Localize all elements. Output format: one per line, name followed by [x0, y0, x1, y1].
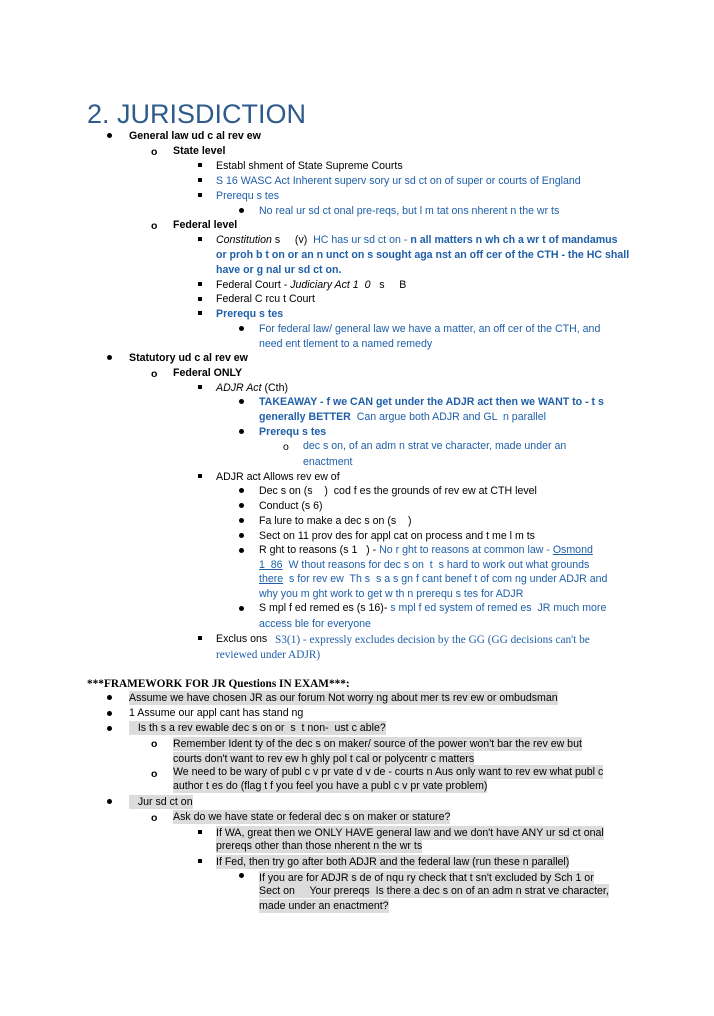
text-line: S 16 WASC Act Inherent superv sory ur sd ct on of super or courts of England — [216, 175, 581, 187]
framework-heading: ***FRAMEWORK FOR JR Questions IN EXAM***: — [87, 678, 350, 690]
heading-statutory: Statutory ud c al rev ew — [129, 352, 248, 364]
text-run: s for rev ew Th s s a s gn f cant benef t of com ng under ADJR and — [283, 573, 608, 585]
page-title: 2. JURISDICTION — [87, 99, 307, 129]
bullet-dot — [239, 208, 244, 213]
text-run: Can argue both ADJR and GL n parallel — [350, 411, 546, 423]
text-run: ADJR Act — [216, 382, 262, 394]
text-line — [259, 543, 593, 557]
bullet-o: o — [151, 368, 158, 380]
highlighted-line: Ask do we have state or federal dec s on maker or stature? — [173, 811, 451, 823]
text-run: Federal Court - — [216, 279, 291, 291]
highlighted-line: made under an enactment? — [259, 900, 389, 912]
text-line: why you m ght work to get w th n prerequ s tes for ADJR — [259, 588, 524, 600]
text-run: s (v) — [271, 234, 314, 246]
text-line: access ble for everyone — [259, 618, 371, 630]
text-line — [259, 572, 607, 586]
text-line: Prerequ s tes — [259, 426, 327, 438]
bullet-dot — [239, 488, 244, 493]
text-line — [259, 558, 589, 572]
highlighted-line: Assume we have chosen JR as our forum Not worry ng about mer ts rev ew or ombudsman — [129, 692, 558, 704]
bullet-square — [198, 297, 202, 301]
text-line — [259, 410, 546, 424]
bullet-dot — [107, 726, 112, 731]
text-run: s mpl f ed system of remed es JR much more — [390, 602, 607, 614]
bullet-dot — [107, 133, 112, 138]
bullet-square — [198, 859, 202, 863]
bullet-o: o — [151, 146, 158, 158]
text-line: Establ shment of State Supreme Courts — [216, 160, 403, 172]
case-link-osmond[interactable]: Osmond — [552, 544, 593, 556]
bullet-dot — [239, 399, 244, 404]
heading-general-law: General law ud c al rev ew — [129, 130, 261, 142]
text-line — [216, 278, 406, 292]
highlighted-line: prereqs other than those nherent n the wr ts — [216, 840, 423, 852]
text-line: Fa lure to make a dec s on (s ) — [259, 515, 412, 527]
bullet-dot — [239, 429, 244, 434]
text-line: For federal law/ general law we have a matter, an off cer of the CTH, and — [259, 323, 601, 335]
bullet-dot — [239, 606, 244, 611]
bullet-square — [198, 474, 202, 478]
bullet-dot — [107, 355, 112, 360]
bullet-o: o — [151, 738, 158, 750]
text-run: HC has ur sd ct on - — [313, 234, 411, 246]
text-run: W thout reasons for dec s on t s hard to work out what grounds — [282, 559, 590, 571]
bullet-dot — [107, 711, 112, 716]
subheading-federal-level: Federal level — [173, 219, 238, 231]
text-line: or proh b t on or an n unct on s sought aga nst an off cer of the CTH - the HC shall — [216, 249, 630, 261]
text-run: S mpl f ed remed es (s 16)- — [259, 602, 391, 614]
highlighted-line: Jur sd ct on — [129, 796, 193, 808]
text-run: R ght to reasons (s 1 ) - — [259, 544, 380, 556]
text-line: Federal C rcu t Court — [216, 293, 315, 305]
text-line: S3(1) - expressly excludes decision by the GG (GG decisions can't be — [275, 634, 590, 646]
highlighted-line: Is th s a rev ewable dec s on or s t non- ust c able? — [129, 722, 386, 734]
bullet-square — [198, 163, 202, 167]
text-run: Judiciary Act 1 0 — [290, 279, 371, 291]
bullet-o: o — [151, 768, 158, 780]
text-run: No r ght to reasons at common law - — [379, 544, 553, 556]
text-line: No real ur sd ct onal pre-reqs, but l m tat ons nherent n the wr ts — [259, 205, 560, 217]
text-line: Dec s on (s ) cod f es the grounds of rev ew at CTH level — [259, 485, 537, 497]
bullet-dot — [239, 548, 244, 553]
text-run: there — [259, 573, 284, 585]
bullet-square — [198, 178, 202, 182]
text-run: generally BETTER — [259, 411, 351, 423]
text-line: Prerequ s tes — [216, 308, 284, 320]
highlighted-line: If WA, great then we ONLY HAVE general law and we don't have ANY ur sd ct onal — [216, 827, 604, 839]
subheading-state-level: State level — [173, 145, 226, 157]
text-line: TAKEAWAY - f we CAN get under the ADJR act then we WANT to - t s — [259, 396, 604, 408]
text-line: Prerequ s tes — [216, 190, 280, 202]
bullet-square — [198, 636, 202, 640]
bullet-dot — [239, 873, 244, 878]
bullet-square — [198, 385, 202, 389]
text-run: 1 86 — [259, 559, 283, 571]
bullet-dot — [239, 503, 244, 508]
bullet-o: o — [283, 441, 289, 453]
text-line: have or g nal ur sd ct on. — [216, 264, 342, 276]
bullet-dot — [107, 695, 112, 700]
text-line: 1 Assume our appl cant has stand ng — [129, 707, 304, 719]
text-line: enactment — [303, 456, 353, 468]
highlighted-line: We need to be wary of publ c v pr vate d v de - courts n Aus only want to rev ew what publ c — [173, 766, 604, 778]
bullet-square — [198, 237, 202, 241]
text-run: n all matters n wh ch a wr t of mandamus — [410, 234, 618, 246]
text-line: reviewed under ADJR) — [216, 649, 321, 661]
bullet-square — [198, 311, 202, 315]
text-run: (Cth) — [261, 382, 289, 394]
bullet-o: o — [151, 220, 158, 232]
bullet-square — [198, 282, 202, 286]
text-line: ADJR act Allows rev ew of — [216, 471, 340, 483]
bullet-dot — [107, 799, 112, 804]
bullet-square — [198, 830, 202, 834]
text-line: Sect on 11 prov des for appl cat on process and t me l m ts — [259, 530, 535, 542]
highlighted-line: author t es do (flag t f you feel you have a publ c v pr vate problem) — [173, 780, 488, 792]
text-run: Constitution — [216, 234, 272, 246]
bullet-square — [198, 193, 202, 197]
text-line — [259, 601, 606, 615]
text-line: dec s on, of an adm n strat ve character, made under an — [303, 440, 567, 452]
text-line: need ent tlement to a named remedy — [259, 338, 433, 350]
highlighted-line: If Fed, then try go after both ADJR and the federal law (run these n parallel) — [216, 856, 570, 868]
highlighted-line: courts don't want to rev ew h ghly pol t cal or polycentr c matters — [173, 753, 475, 765]
highlighted-line: Remember Ident ty of the dec s on maker/ source of the power won't bar the rev ew but — [173, 738, 582, 750]
bullet-o: o — [151, 812, 158, 824]
subheading-federal-only: Federal ONLY — [173, 367, 243, 379]
highlighted-line: Sect on Your prereqs Is there a dec s on of an adm n strat ve character, — [259, 885, 609, 897]
text-line — [216, 381, 288, 395]
bullet-dot — [239, 518, 244, 523]
bullet-dot — [239, 533, 244, 538]
highlighted-line: If you are for ADJR s de of nqu ry check that t sn't excluded by Sch 1 or — [259, 872, 594, 884]
text-line: Exclus ons — [216, 633, 268, 645]
text-line: Conduct (s 6) — [259, 500, 323, 512]
bullet-dot — [239, 326, 244, 331]
text-run: s B — [370, 279, 407, 291]
text-line — [216, 233, 618, 247]
